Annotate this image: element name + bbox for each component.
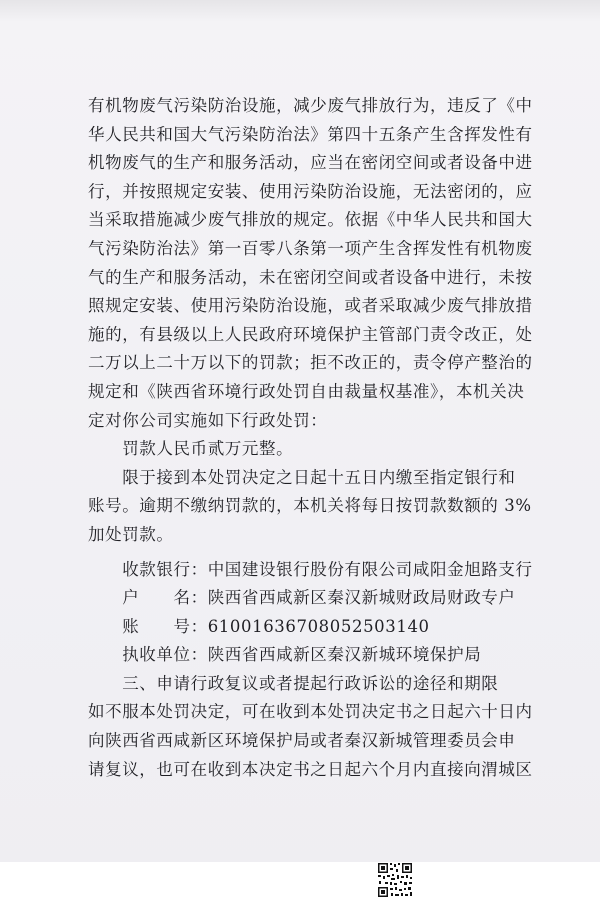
text-line: 定对你公司实施如下行政处罚：: [88, 410, 328, 430]
text-line: 如不服本处罚决定，可在收到本处罚决定书之日起六十日内: [88, 702, 533, 722]
account-number-line: 账 号：61001636708052503140: [88, 616, 430, 636]
account-holder-line: 户 名：陕西省西咸新区秦汉新城财政局财政专户: [88, 588, 516, 608]
section-heading: 三、申请行政复议或者提起行政诉讼的途径和期限: [88, 673, 499, 693]
qr-code-icon: [377, 862, 413, 898]
text-line: 施的，有县级以上人民政府环境保护主管部门责令改正，处: [88, 324, 533, 344]
text-line: 请复议，也可在收到本决定书之日起六个月内直接向渭城区: [88, 759, 533, 779]
bank-name-line: 收款银行：中国建设银行股份有限公司咸阳金旭路支行: [88, 559, 533, 579]
text-line: 向陕西省西咸新区环境保护局或者秦汉新城管理委员会申: [88, 731, 516, 751]
text-line: 加处罚款。: [88, 524, 174, 544]
text-line: 账号。逾期不缴纳罚款的，本机关将每日按罚款数额的 3%: [88, 496, 532, 516]
text-line: 规定和《陕西省环境行政处罚自由裁量权基准》，本机关决: [88, 381, 525, 401]
collecting-unit-line: 执收单位：陕西省西咸新区秦汉新城环境保护局: [88, 645, 482, 665]
text-line: 气污染防治法》第一百零八条第一项产生含挥发性有机物废: [88, 238, 533, 258]
fine-amount-line: 罚款人民币贰万元整。: [88, 439, 294, 459]
text-line: 气的生产和服务活动，未在密闭空间或者设备中进行，未按: [88, 267, 533, 287]
text-line: 二万以上二十万以下的罚款；拒不改正的，责令停产整治的: [88, 353, 533, 373]
text-line: 限于接到本处罚决定之日起十五日内缴至指定银行和: [88, 467, 516, 487]
text-line: 机物废气的生产和服务活动，应当在密闭空间或者设备中进: [88, 153, 533, 173]
text-line: 照规定安装、使用污染防治设施，或者采取减少废气排放措: [88, 296, 533, 316]
text-line: 当采取措施减少废气排放的规定。依据《中华人民共和国大: [88, 210, 533, 230]
text-line: 华人民共和国大气污染防治法》第四十五条产生含挥发性有: [88, 124, 533, 144]
text-line: 有机物废气污染防治设施，减少废气排放行为，违反了《中: [88, 96, 533, 115]
document-body: [88, 92, 533, 784]
bottom-margin: [0, 862, 600, 900]
page-top-shadow: [0, 0, 600, 22]
text-line: 行，并按照规定安装、使用污染防治设施，无法密闭的，应: [88, 181, 533, 201]
